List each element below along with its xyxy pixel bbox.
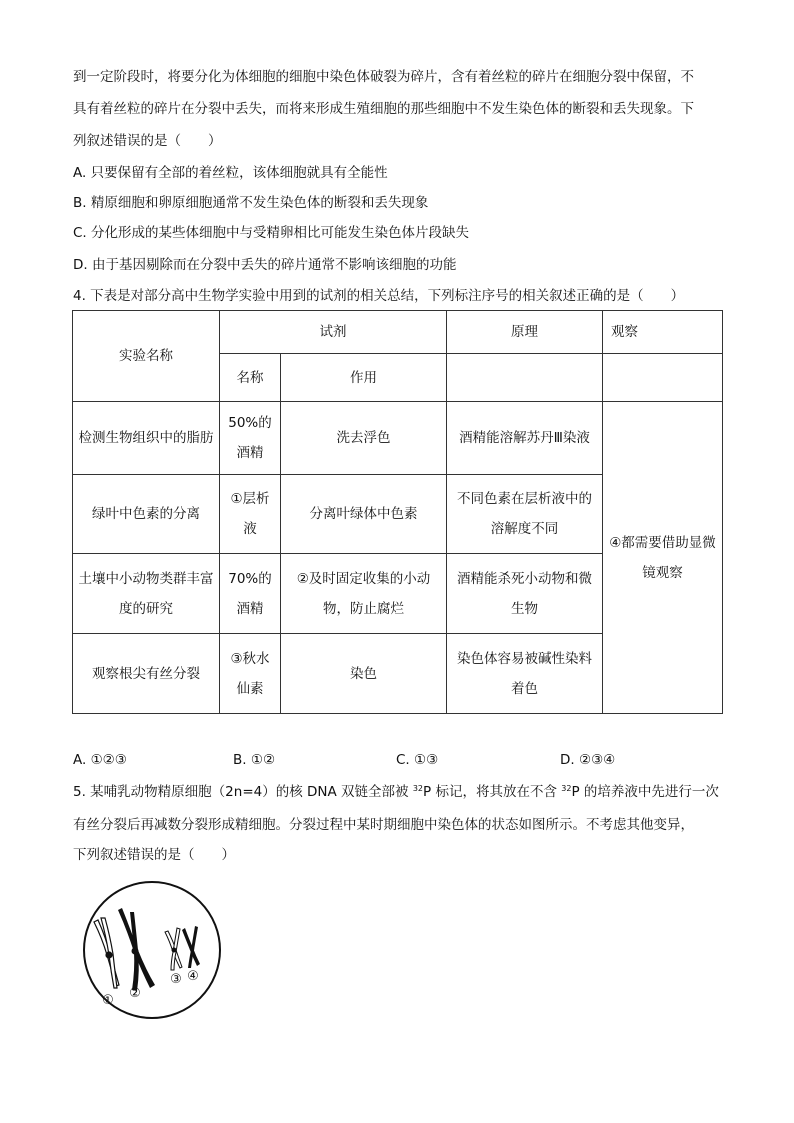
row4-reagent-name: ③秋水仙素	[220, 634, 281, 714]
cell-chromosome-figure	[72, 880, 232, 1020]
chromosome-2	[118, 908, 155, 991]
q3-stem-line-2: 具有着丝粒的碎片在分裂中丢失，而将来形成生殖细胞的那些细胞中不发生染色体的断裂和丢失现象。下	[73, 101, 694, 117]
q3-stem-line-1: 到一定阶段时，将要分化为体细胞的细胞中染色体破裂为碎片，含有着丝粒的碎片在细胞分裂中保留，不	[73, 69, 694, 85]
header-reagent-name: 名称	[220, 354, 281, 402]
row2-principle: 不同色素在层析液中的溶解度不同	[447, 475, 603, 554]
label-2: ②	[129, 986, 141, 1001]
header-observation: 观察	[603, 311, 723, 354]
row4-principle: 染色体容易被碱性染料着色	[447, 634, 603, 714]
chromosome-4	[182, 926, 200, 968]
q3-option-a: A. 只要保留有全部的着丝粒，该体细胞就具有全能性	[73, 165, 388, 181]
row2-experiment: 绿叶中色素的分离	[73, 475, 220, 554]
header-observation-empty	[603, 354, 723, 402]
chromosome-1	[94, 918, 119, 988]
row1-reagent-name: 50%的酒精	[220, 402, 281, 475]
q4-option-b: B. ①②	[233, 752, 276, 768]
q4-option-d: D. ②③④	[560, 752, 616, 768]
label-1: ①	[102, 993, 114, 1008]
header-reagent: 试剂	[220, 311, 447, 354]
header-principle: 原理	[447, 311, 603, 354]
observation-merged-cell: ④都需要借助显微镜观察	[603, 402, 723, 714]
row2-function: 分离叶绿体中色素	[281, 475, 447, 554]
reagent-table	[72, 310, 723, 714]
row4-function: 染色	[281, 634, 447, 714]
header-principle-empty	[447, 354, 603, 402]
row3-principle: 酒精能杀死小动物和微生物	[447, 554, 603, 634]
q4-options	[73, 752, 753, 772]
q4-option-c: C. ①③	[396, 752, 439, 768]
chromosome-3	[165, 928, 182, 970]
row1-principle: 酒精能溶解苏丹Ⅲ染液	[447, 402, 603, 475]
q5-stem-line-2: 有丝分裂后再减数分裂形成精细胞。分裂过程中某时期细胞中染色体的状态如图所示。不考虑其他变异，	[73, 817, 694, 833]
label-4: ④	[187, 969, 199, 984]
q3-option-d: D. 由于基因剔除而在分裂中丢失的碎片通常不影响该细胞的功能	[73, 257, 457, 273]
row2-reagent-name: ①层析液	[220, 475, 281, 554]
q4-option-a: A. ①②③	[73, 752, 127, 768]
q5-stem-line-3: 下列叙述错误的是（ ）	[73, 847, 235, 863]
q4-stem: 4. 下表是对部分高中生物学实验中用到的试剂的相关总结，下列标注序号的相关叙述正确的是（ ）	[73, 288, 685, 304]
q3-option-b: B. 精原细胞和卵原细胞通常不发生染色体的断裂和丢失现象	[73, 195, 429, 211]
row4-experiment: 观察根尖有丝分裂	[73, 634, 220, 714]
header-reagent-function: 作用	[281, 354, 447, 402]
header-experiment-name: 实验名称	[73, 311, 220, 402]
row3-function: ②及时固定收集的小动物，防止腐烂	[281, 554, 447, 634]
q3-stem-line-3: 列叙述错误的是（ ）	[73, 133, 222, 149]
row1-function: 洗去浮色	[281, 402, 447, 475]
q5-stem-line-1: 5. 某哺乳动物精原细胞（2n=4）的核 DNA 双链全部被 $^{32}$P 标记，将其放在不含 $^{32}$P 的培养液中先进行一次	[73, 784, 719, 800]
row1-experiment: 检测生物组织中的脂肪	[73, 402, 220, 475]
row3-experiment: 土壤中小动物类群丰富度的研究	[73, 554, 220, 634]
label-3: ③	[170, 972, 182, 987]
row3-reagent-name: 70%的酒精	[220, 554, 281, 634]
q3-option-c: C. 分化形成的某些体细胞中与受精卵相比可能发生染色体片段缺失	[73, 225, 470, 241]
